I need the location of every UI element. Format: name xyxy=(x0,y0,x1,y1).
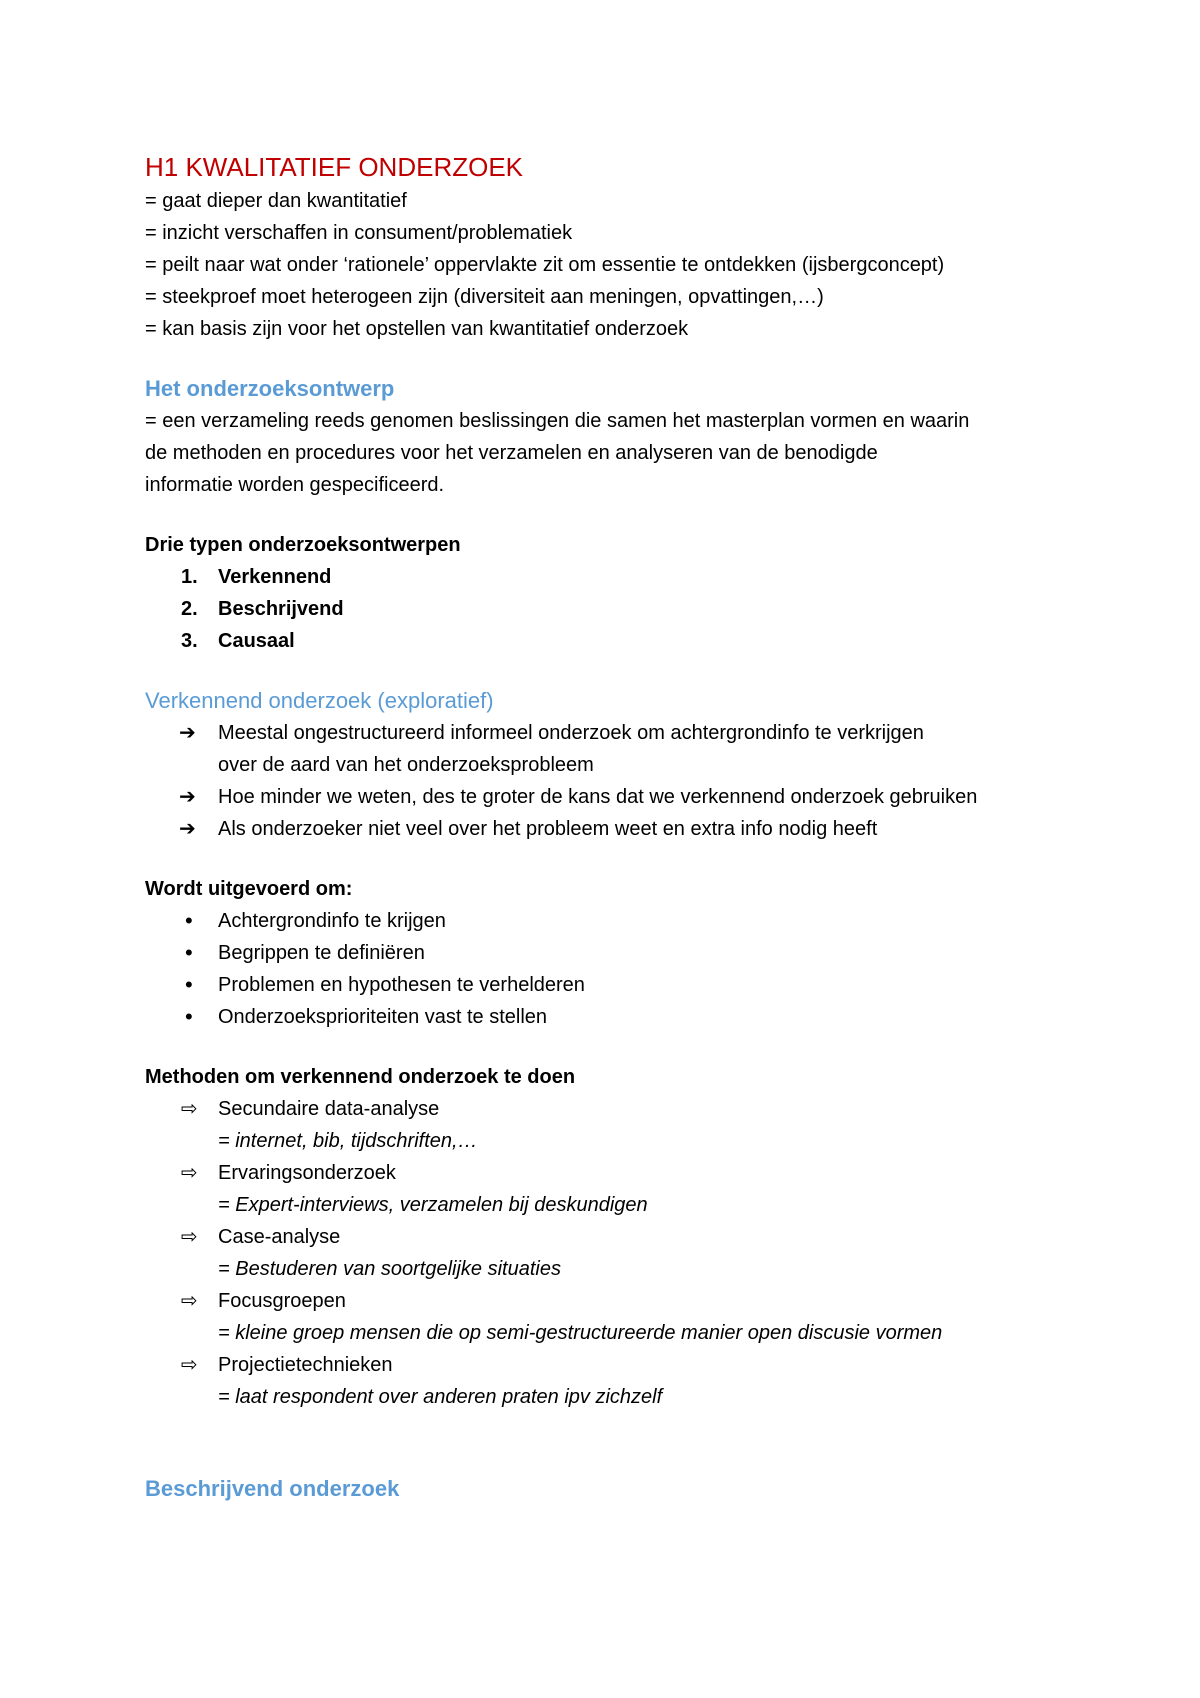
arrow-right-icon: ➔ xyxy=(179,722,196,744)
spacer xyxy=(145,657,1085,685)
list-item-text: Meestal ongestructureerd informeel onderzoek om achtergrondinfo te verkrijgen xyxy=(218,722,924,744)
list-number: 1. xyxy=(181,566,198,588)
list-item-text: Begrippen te definiëren xyxy=(218,942,425,964)
types-heading: Drie typen onderzoeksontwerpen xyxy=(145,534,461,556)
spacer xyxy=(145,1443,1085,1473)
list-item-label: Verkennend xyxy=(218,566,332,588)
outline-arrow-icon: ⇨ xyxy=(181,1226,198,1248)
list-item-text: Problemen en hypothesen te verhelderen xyxy=(218,974,585,996)
method-description: = kleine groep mensen die op semi-gestructureerde manier open discusie vormen xyxy=(218,1322,943,1344)
design-line-2: de methoden en procedures voor het verzamelen en analyseren van de benodigde xyxy=(145,442,878,464)
list-item xyxy=(145,593,1085,625)
list-item xyxy=(145,561,1085,593)
list-item xyxy=(145,969,1085,1001)
purposes-heading: Wordt uitgevoerd om: xyxy=(145,878,353,900)
list-item xyxy=(145,813,1085,845)
method-description: = Bestuderen van soortgelijke situaties xyxy=(218,1258,561,1280)
spacer xyxy=(145,501,1085,529)
outline-arrow-icon: ⇨ xyxy=(181,1354,198,1376)
bullet-icon: • xyxy=(185,940,193,965)
spacer xyxy=(145,1033,1085,1061)
page-title: H1 KWALITATIEF ONDERZOEK xyxy=(145,152,524,182)
list-item xyxy=(145,1001,1085,1033)
list-item xyxy=(145,1285,1085,1349)
document-page xyxy=(145,150,1085,1505)
purposes-list xyxy=(145,905,1085,1033)
method-name: Focusgroepen xyxy=(218,1290,346,1312)
list-item xyxy=(145,1221,1085,1285)
method-name: Secundaire data-analyse xyxy=(218,1098,440,1120)
outline-arrow-icon: ⇨ xyxy=(181,1290,198,1312)
method-description: = Expert-interviews, verzamelen bij deskundigen xyxy=(218,1194,648,1216)
intro-line-5: = kan basis zijn voor het opstellen van kwantitatief onderzoek xyxy=(145,318,689,340)
design-line-1: = een verzameling reeds genomen beslissingen die samen het masterplan vormen en waarin xyxy=(145,410,970,432)
spacer xyxy=(145,345,1085,373)
spacer xyxy=(145,845,1085,873)
bullet-icon: • xyxy=(185,908,193,933)
methods-list xyxy=(145,1093,1085,1413)
list-item xyxy=(145,905,1085,937)
section-heading-descriptive: Beschrijvend onderzoek xyxy=(145,1476,400,1501)
outline-arrow-icon: ⇨ xyxy=(181,1098,198,1120)
arrow-right-icon: ➔ xyxy=(179,786,196,808)
list-number: 3. xyxy=(181,630,198,652)
design-line-3: informatie worden gespecificeerd. xyxy=(145,474,445,496)
bullet-icon: • xyxy=(185,972,193,997)
list-item xyxy=(145,625,1085,657)
intro-line-1: = gaat dieper dan kwantitatief xyxy=(145,190,407,212)
method-name: Projectietechnieken xyxy=(218,1354,393,1376)
intro-line-3: = peilt naar wat onder ‘rationele’ oppervlakte zit om essentie te ontdekken (ijsbergconcept) xyxy=(145,254,945,276)
list-item xyxy=(145,937,1085,969)
method-name: Case-analyse xyxy=(218,1226,341,1248)
list-item xyxy=(145,717,1085,781)
list-item-text: Hoe minder we weten, des te groter de kans dat we verkennend onderzoek gebruiken xyxy=(218,786,978,808)
method-description: = internet, bib, tijdschriften,… xyxy=(218,1130,478,1152)
list-item-label: Beschrijvend xyxy=(218,598,344,620)
list-number: 2. xyxy=(181,598,198,620)
intro-line-2: = inzicht verschaffen in consument/problematiek xyxy=(145,222,573,244)
method-description: = laat respondent over anderen praten ipv zichzelf xyxy=(218,1386,663,1408)
intro-line-4: = steekproef moet heterogeen zijn (diversiteit aan meningen, opvattingen,…) xyxy=(145,286,824,308)
exploratory-list xyxy=(145,717,1085,845)
list-item-text: Onderzoeksprioriteiten vast te stellen xyxy=(218,1006,548,1028)
list-item xyxy=(145,1349,1085,1413)
types-list xyxy=(145,561,1085,657)
outline-arrow-icon: ⇨ xyxy=(181,1162,198,1184)
bullet-icon: • xyxy=(185,1004,193,1029)
arrow-right-icon: ➔ xyxy=(179,818,196,840)
list-item xyxy=(145,1157,1085,1221)
spacer xyxy=(145,1413,1085,1443)
section-heading-exploratory: Verkennend onderzoek (exploratief) xyxy=(145,688,494,713)
list-item xyxy=(145,1093,1085,1157)
list-item-text: Achtergrondinfo te krijgen xyxy=(218,910,446,932)
list-item-label: Causaal xyxy=(218,630,295,652)
list-item-text-continued: over de aard van het onderzoeksprobleem xyxy=(218,754,594,776)
list-item-text: Als onderzoeker niet veel over het probleem weet en extra info nodig heeft xyxy=(218,818,878,840)
methods-heading: Methoden om verkennend onderzoek te doen xyxy=(145,1066,576,1088)
list-item xyxy=(145,781,1085,813)
section-heading-design: Het onderzoeksontwerp xyxy=(145,376,395,401)
method-name: Ervaringsonderzoek xyxy=(218,1162,396,1184)
